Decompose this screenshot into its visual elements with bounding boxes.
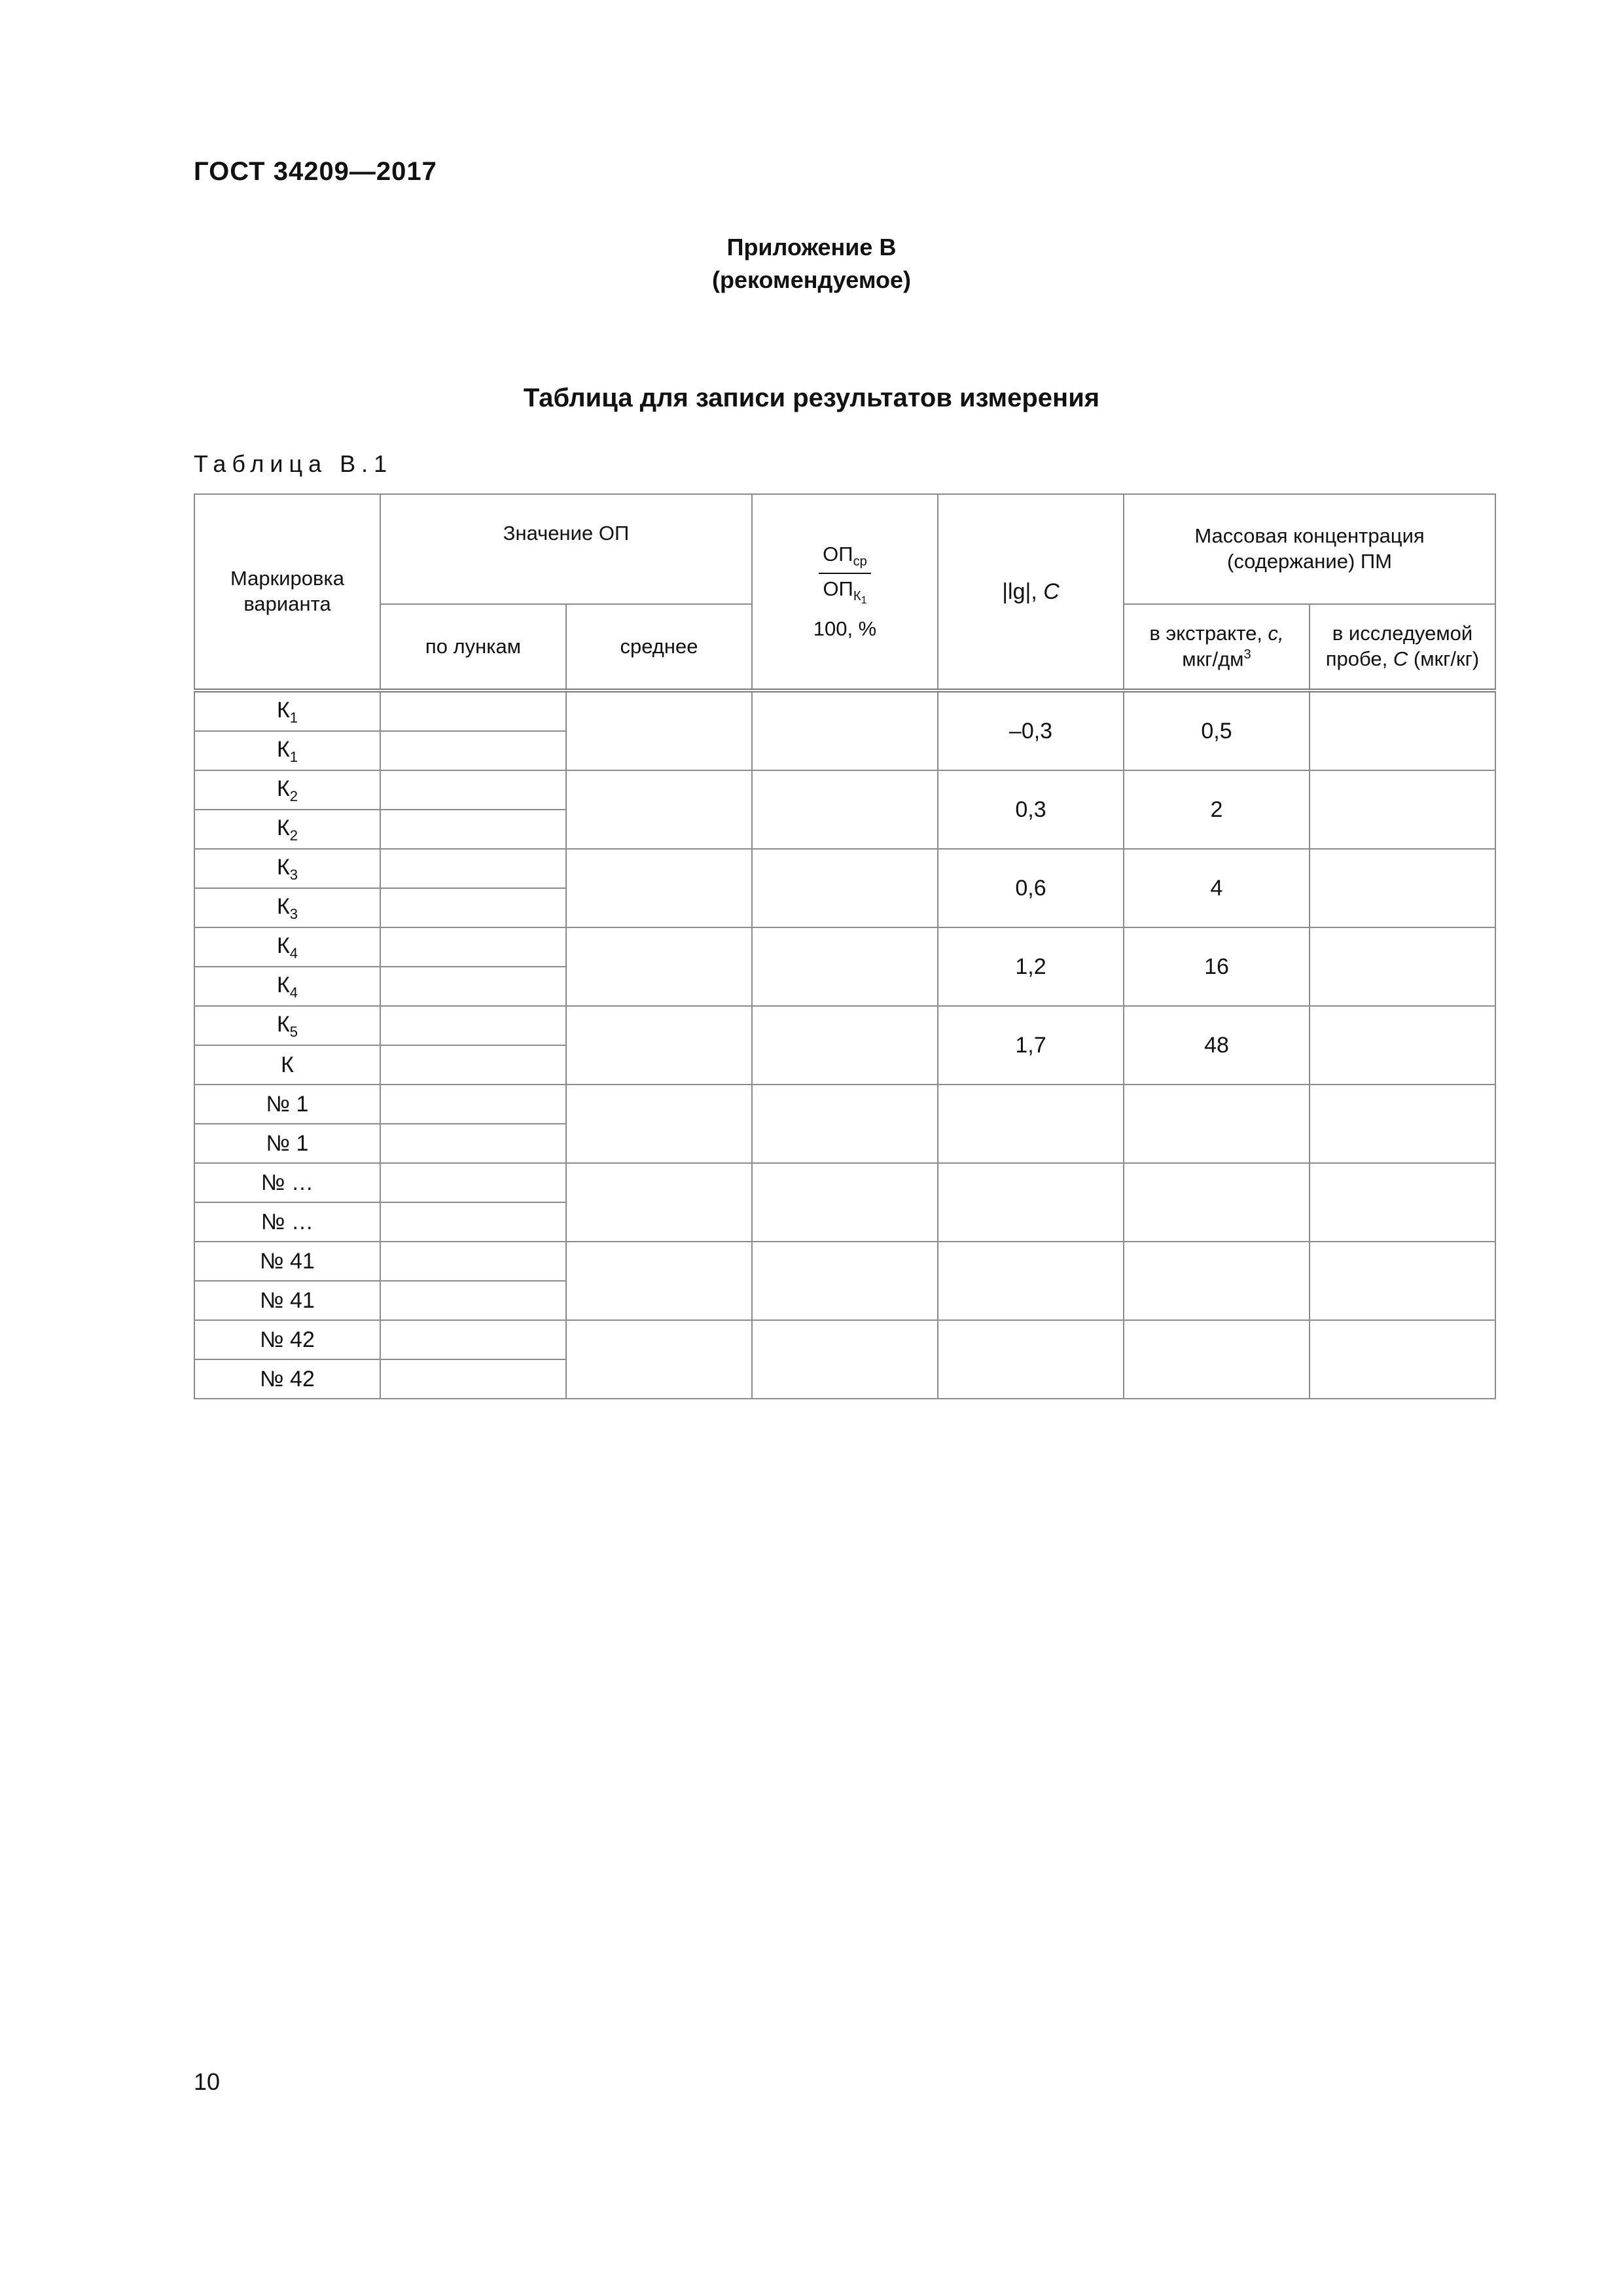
op-by-wells-cell: [380, 770, 566, 810]
op-by-wells-cell: [380, 1242, 566, 1281]
sample-concentration-cell: [1310, 770, 1495, 849]
variant-label: № 42: [194, 1320, 380, 1359]
extract-concentration-cell: [1124, 1320, 1310, 1399]
extract-concentration-cell: [1124, 1163, 1310, 1242]
op-by-wells-cell: [380, 731, 566, 770]
lg-value-cell: 1,2: [938, 927, 1124, 1006]
variant-label: $К_3$: [194, 888, 380, 927]
header-ratio: [752, 494, 938, 691]
ratio-denominator: $ОП_{К_1}$: [823, 577, 867, 607]
variant-label: № 1: [194, 1124, 380, 1163]
op-average-cell: [566, 691, 752, 770]
op-ratio-cell: [752, 1085, 938, 1163]
header-sample: в исследуемой пробе, C (мкг/кг): [1310, 604, 1495, 691]
variant-label: $К_1$: [194, 731, 380, 770]
lg-value-cell: 0,6: [938, 849, 1124, 927]
lg-value-cell: [938, 1320, 1124, 1399]
extract-concentration-cell: [1124, 1085, 1310, 1163]
variant-label: № 41: [194, 1281, 380, 1320]
header-row-1: [194, 494, 1495, 604]
op-by-wells-cell: [380, 1320, 566, 1359]
header-by-wells: по лункам: [380, 604, 566, 691]
appendix-status: (рекомендуемое): [712, 266, 911, 293]
ratio-percent: 100, %: [813, 617, 877, 640]
variant-label: $К_2$: [194, 810, 380, 849]
table-row: [194, 1320, 1495, 1359]
op-average-cell: [566, 849, 752, 927]
op-ratio-cell: [752, 1006, 938, 1085]
sample-concentration-cell: [1310, 1006, 1495, 1085]
results-table: [194, 493, 1496, 1399]
variant-label: № 1: [194, 1085, 380, 1124]
op-by-wells-cell: [380, 849, 566, 888]
op-by-wells-cell: [380, 1281, 566, 1320]
variant-label: $К_3$: [194, 849, 380, 888]
table-row: [194, 1163, 1495, 1202]
op-by-wells-cell: [380, 888, 566, 927]
op-by-wells-cell: [380, 1202, 566, 1242]
extract-concentration-cell: 48: [1124, 1006, 1310, 1085]
op-by-wells-cell: [380, 1006, 566, 1045]
op-ratio-cell: [752, 770, 938, 849]
lg-value-cell: 1,7: [938, 1006, 1124, 1085]
op-by-wells-cell: [380, 1045, 566, 1085]
variant-label: $К_4$: [194, 927, 380, 967]
op-by-wells-cell: [380, 1124, 566, 1163]
op-ratio-cell: [752, 927, 938, 1006]
document-code: ГОСТ 34209—2017: [194, 157, 437, 186]
variant-label: № …: [194, 1163, 380, 1202]
table-row: [194, 1242, 1495, 1281]
header-mass-concentration: Массовая концентрация (содержание) ПМ: [1124, 494, 1495, 604]
op-average-cell: [566, 1320, 752, 1399]
header-average: среднее: [566, 604, 752, 691]
op-by-wells-cell: [380, 810, 566, 849]
variant-label: $К_1$: [194, 691, 380, 731]
table-title: Таблица для записи результатов измерения: [523, 384, 1100, 412]
extract-concentration-cell: 4: [1124, 849, 1310, 927]
sample-concentration-cell: [1310, 1085, 1495, 1163]
table-row: [194, 927, 1495, 967]
lg-value-cell: –0,3: [938, 691, 1124, 770]
lg-value-cell: [938, 1085, 1124, 1163]
extract-concentration-cell: 2: [1124, 770, 1310, 849]
variant-label: $К_4$: [194, 967, 380, 1006]
op-average-cell: [566, 1006, 752, 1085]
sample-concentration-cell: [1310, 691, 1495, 770]
lg-value-cell: [938, 1242, 1124, 1320]
op-ratio-cell: [752, 1163, 938, 1242]
table-body: [194, 691, 1495, 1399]
variant-label: № 42: [194, 1359, 380, 1399]
op-by-wells-cell: [380, 1085, 566, 1124]
table-caption: Таблица В.1: [194, 450, 393, 477]
variant-label: № 41: [194, 1242, 380, 1281]
op-by-wells-cell: [380, 691, 566, 731]
op-average-cell: [566, 1163, 752, 1242]
header-lg: |lg|, C: [938, 494, 1124, 691]
extract-concentration-cell: [1124, 1242, 1310, 1320]
op-by-wells-cell: [380, 1163, 566, 1202]
table-row: [194, 849, 1495, 888]
op-average-cell: [566, 1242, 752, 1320]
lg-value-cell: [938, 1163, 1124, 1242]
header-variant: Маркировка варианта: [194, 494, 380, 691]
table-row: [194, 691, 1495, 731]
sample-concentration-cell: [1310, 1320, 1495, 1399]
op-ratio-cell: [752, 691, 938, 770]
page-number: 10: [194, 2068, 221, 2095]
op-ratio-cell: [752, 1320, 938, 1399]
op-by-wells-cell: [380, 1359, 566, 1399]
op-average-cell: [566, 770, 752, 849]
table-row: [194, 770, 1495, 810]
ratio-fraction: [819, 542, 871, 607]
variant-label: К: [194, 1045, 380, 1085]
sample-concentration-cell: [1310, 1242, 1495, 1320]
variant-label: № …: [194, 1202, 380, 1242]
appendix-title: Приложение В: [726, 234, 897, 260]
op-ratio-cell: [752, 849, 938, 927]
op-ratio-cell: [752, 1242, 938, 1320]
op-average-cell: [566, 1085, 752, 1163]
header-extract: в экстракте, c, мкг/$дм^3$: [1124, 604, 1310, 691]
table-row: [194, 1085, 1495, 1124]
variant-label: $К_5$: [194, 1006, 380, 1045]
sample-concentration-cell: [1310, 849, 1495, 927]
op-average-cell: [566, 927, 752, 1006]
extract-concentration-cell: 16: [1124, 927, 1310, 1006]
op-by-wells-cell: [380, 927, 566, 967]
op-by-wells-cell: [380, 967, 566, 1006]
header-op-value: Значение ОП: [380, 494, 752, 604]
extract-concentration-cell: 0,5: [1124, 691, 1310, 770]
sample-concentration-cell: [1310, 927, 1495, 1006]
variant-label: $К_2$: [194, 770, 380, 810]
table-row: [194, 1006, 1495, 1045]
lg-value-cell: 0,3: [938, 770, 1124, 849]
sample-concentration-cell: [1310, 1163, 1495, 1242]
ratio-numerator: $ОП_{ср}$: [819, 542, 871, 574]
